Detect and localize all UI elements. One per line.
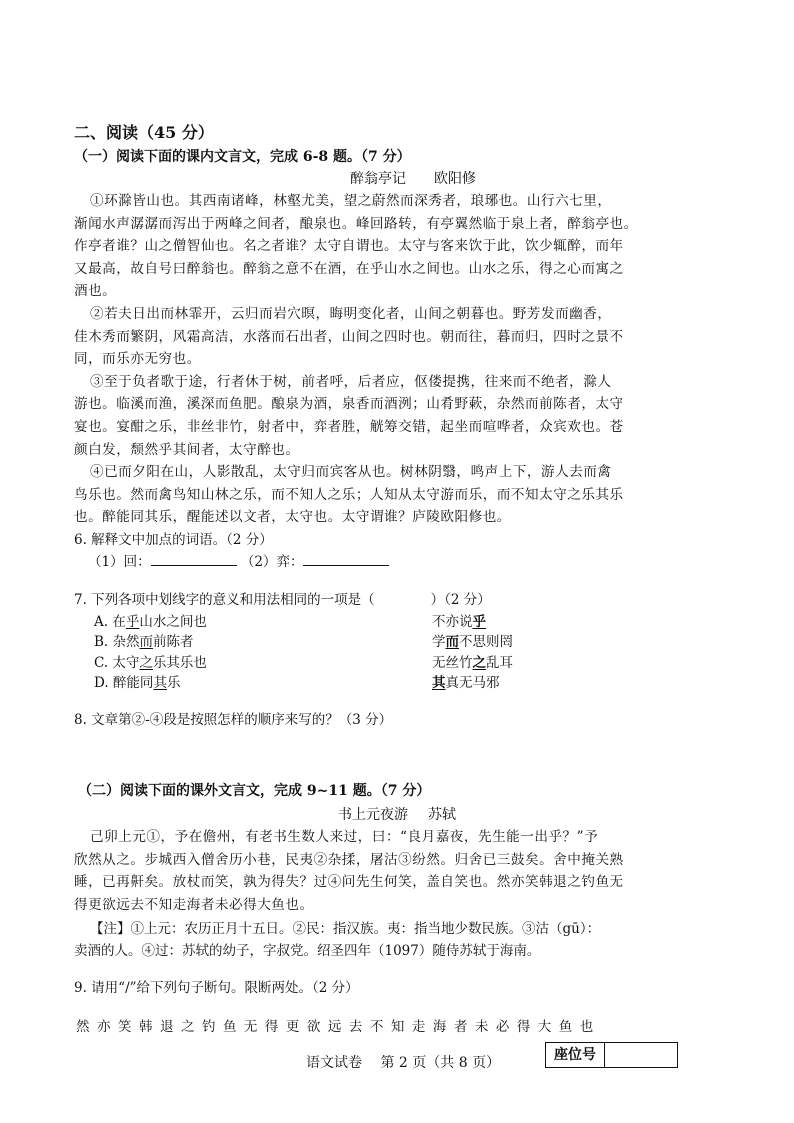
option-text: C. 太守 xyxy=(94,655,140,671)
option-text: 乱耳 xyxy=(486,655,513,671)
option-text: 不亦说 xyxy=(432,614,473,630)
text-line: 渐闻水声潺潺而泻出于两峰之间者，酿泉也。峰回路转，有亭翼然临于泉上者，醉翁亭也。 xyxy=(74,215,638,232)
text-line: 宴也。宴酣之乐，非丝非竹，射者中，弈者胜，觥筹交错，起坐而喧哗者，众宾欢也。苍 xyxy=(74,418,624,435)
underlined-char: 而 xyxy=(445,634,459,650)
underlined-char: 之 xyxy=(472,655,486,671)
text2-body xyxy=(74,826,714,916)
underlined-char: 之 xyxy=(139,655,153,671)
text-line: 得更欲远去不知走海者未必得大鱼也。 xyxy=(74,896,314,913)
part1-heading: （一）阅读下面的课内文言文，完成 6-8 题。（7 分） xyxy=(74,149,411,165)
section-title: 二、阅读（45 分） xyxy=(74,123,214,142)
q6-sub2-label: （2）弈： xyxy=(240,554,304,570)
option-text: 不思则罔 xyxy=(459,634,513,650)
option-text: 学 xyxy=(432,634,446,650)
text-line: 己卯上元①，予在儋州，有老书生数人来过，曰：“良月嘉夜，先生能一出乎？”予 xyxy=(90,829,599,845)
note-line-1: 【注】①上元：农历正月十五日。②民：指汉族。夷：指当地少数民族。③沽（gū）： xyxy=(90,921,601,937)
text-line: ④已而夕阳在山，人影散乱，太守归而宾客从也。树林阴翳，鸣声上下，游人去而禽 xyxy=(90,464,612,481)
seat-number-field[interactable] xyxy=(605,1043,677,1067)
text-line: 酒也。 xyxy=(74,283,117,300)
text1-author: 欧阳修 xyxy=(434,171,476,187)
part2-heading: （二）阅读下面的课外文言文，完成 9~11 题。（7 分） xyxy=(78,783,431,799)
option-text: 乐其乐也 xyxy=(152,655,207,671)
q7-option-b xyxy=(94,630,194,650)
option-text: 前陈者 xyxy=(153,634,194,650)
option-text: A. 在 xyxy=(94,614,126,630)
text-line: ①环滁皆山也。其西南诸峰，林壑尤美，望之蔚然而深秀者，琅琊也。山行六七里， xyxy=(90,193,612,209)
seat-number-label: 座位号 xyxy=(546,1043,605,1067)
underlined-char: 乎 xyxy=(472,614,486,630)
text-line: 佳木秀而繁阴，风霜高洁，水落而石出者，山间之四时也。朝而往，暮而归，四时之景不 xyxy=(74,328,624,345)
text-line: 游也。临溪而渔，溪深而鱼肥。酿泉为酒，泉香而酒洌；山肴野蔌，杂然而前陈者，太守 xyxy=(74,396,624,413)
q7-text: 7. 下列各项中划线字的意义和用法相同的一项是（ xyxy=(74,592,375,608)
text-line: 又最高，故自号曰醉翁也。醉翁之意不在酒，在乎山水之间也。山水之乐，得之心而寓之 xyxy=(74,260,624,277)
underlined-char: 其 xyxy=(432,675,446,691)
text1-title: 醉翁亭记 xyxy=(350,171,406,187)
text-line: 欣然从之。步城西入僧舍历小巷，民夷②杂揉，屠沽③纷然。归舍已三鼓矣。舍中掩关熟 xyxy=(74,851,624,868)
seat-number-box xyxy=(545,1042,678,1068)
underlined-char: 其 xyxy=(153,675,167,691)
text-line: 颜白发，颓然乎其间者，太守醉也。 xyxy=(74,441,300,458)
option-text: B. 杂然 xyxy=(94,634,140,650)
text-line: 作亭者谁？山之僧智仙也。名之者谁？太守自谓也。太守与客来饮于此，饮少辄醉，而年 xyxy=(74,238,624,255)
option-text: 山水之间也 xyxy=(139,614,207,630)
text-line: ③至于负者歌于途，行者休于树，前者呼，后者应，伛偻提携，往来而不绝者，滁人 xyxy=(90,373,612,390)
option-text: 真无马邪 xyxy=(445,675,500,691)
question-6: 6. 解释文中加点的词语。（2 分） xyxy=(74,532,273,548)
q6-answer-row xyxy=(88,550,389,570)
option-text: 无丝竹 xyxy=(432,655,473,671)
question-8: 8. 文章第②-④段是按照怎样的顺序来写的？（3 分） xyxy=(74,712,393,728)
q9-sentence: 然 亦 笑 韩 退 之 钓 鱼 无 得 更 欲 远 去 不 知 走 海 者 未 必 得 大 鱼 也 xyxy=(76,1019,595,1035)
option-text: D. 醉能同 xyxy=(94,675,154,691)
text-line: 也。醉能同其乐，醒能述以文者，太守也。太守谓谁？庐陵欧阳修也。 xyxy=(74,509,511,526)
text-line: 鸟乐也。然而禽鸟知山林之乐，而不知人之乐；人知从太守游而乐，而不知太守之乐其乐 xyxy=(74,486,624,503)
note-line-2: 卖酒的人。④过：苏轼的幼子，字叔党。绍圣四年（1097）随侍苏轼于海南。 xyxy=(74,943,541,959)
page-footer: 语文试卷 第 2 页（共 8 页） xyxy=(306,1055,501,1071)
q7-points: ）（2 分） xyxy=(430,592,491,608)
q7-option-a-compare xyxy=(432,610,486,630)
text-line: 同，而乐亦无穷也。 xyxy=(74,351,201,368)
q7-option-d-compare xyxy=(432,671,500,691)
underlined-char: 而 xyxy=(139,634,154,650)
text2-title: 书上元夜游 xyxy=(338,807,408,823)
q7-option-a xyxy=(94,610,207,630)
q7-option-d xyxy=(94,671,180,691)
q6-sub1-label: （1）回： xyxy=(88,554,151,570)
q7-answer-blank[interactable] xyxy=(375,592,431,604)
q7-option-b-compare xyxy=(432,630,513,650)
q7-option-c xyxy=(94,651,207,671)
underlined-char: 乎 xyxy=(125,614,140,630)
question-7 xyxy=(74,588,491,608)
option-text: 乐 xyxy=(166,675,181,691)
text-line: ②若夫日出而林霏开，云归而岩穴暝，晦明变化者，山间之朝暮也。野芳发而幽香， xyxy=(90,305,612,322)
text1-body xyxy=(74,190,714,529)
q6-answer-blank-2[interactable] xyxy=(303,553,389,566)
text-line: 睡，已再鼾矣。放杖而笑，孰为得失？过④问先生何笑，盖自笑也。然亦笑韩退之钓鱼无 xyxy=(74,874,624,891)
question-9: 9. 请用“/”给下列句子断句。限断两处。（2 分） xyxy=(74,980,359,996)
q7-option-c-compare xyxy=(432,651,513,671)
q6-answer-blank-1[interactable] xyxy=(151,553,237,566)
text2-author: 苏轼 xyxy=(428,807,456,823)
